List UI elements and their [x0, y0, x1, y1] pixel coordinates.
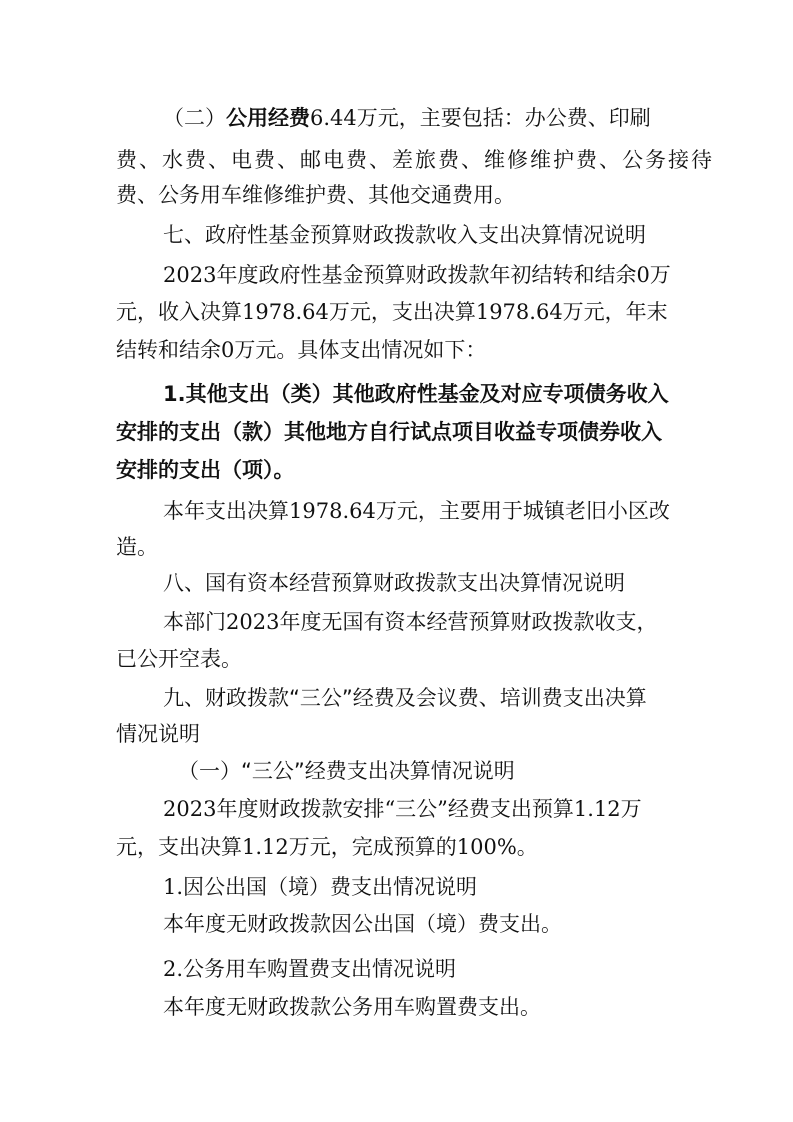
paragraph-line: 2023年度财政拨款安排“三公”经费支出预算1.12万	[163, 797, 642, 821]
section-heading: 八、国有资本经营预算财政拨款支出决算情况说明	[163, 571, 625, 595]
bold-term: 公用经费	[226, 106, 310, 130]
item-heading: 1.因公出国（境）费支出情况说明	[163, 875, 478, 899]
subheading-line: 安排的支出（项）。	[116, 458, 295, 482]
paragraph-line: 费、水费、电费、邮电费、差旅费、维修维护费、公务接待	[116, 148, 714, 172]
section-heading: 情况说明	[116, 722, 200, 746]
paragraph-line: 2023年度政府性基金预算财政拨款年初结转和结余0万	[163, 263, 671, 287]
item-heading: 2.公务用车购置费支出情况说明	[163, 957, 457, 981]
list-marker: （二）	[163, 106, 226, 130]
paragraph-line: 本年度无财政拨款因公出国（境）费支出。	[163, 912, 562, 936]
subsection-heading: （一）“三公”经费支出决算情况说明	[178, 759, 515, 783]
subheading-line: 安排的支出（款）其他地方自行试点项目收益专项债券收入	[116, 420, 662, 444]
paragraph-line: 费、公务用车维修维护费、其他交通费用。	[116, 183, 515, 207]
paragraph-line: 本部门2023年度无国有资本经营预算财政拨款收支，	[163, 610, 658, 634]
paragraph-line: 元，收入决算1978.64万元，支出决算1978.64万元，年末	[116, 300, 668, 324]
section-heading: 七、政府性基金预算财政拨款收入支出决算情况说明	[163, 223, 646, 247]
paragraph-line: 本年度无财政拨款公务用车购置费支出。	[163, 995, 541, 1019]
paragraph-line: 元，支出决算1.12万元，完成预算的100%。	[116, 835, 538, 859]
text-run: 6.44万元，主要包括：办公费、印刷	[310, 106, 651, 130]
paragraph-line	[0, 104, 793, 132]
paragraph-line: 结转和结余0万元。具体支出情况如下：	[116, 338, 487, 362]
paragraph-line: 本年支出决算1978.64万元，主要用于城镇老旧小区改	[163, 499, 670, 523]
paragraph-line: 已公开空表。	[116, 647, 242, 671]
subheading-line: 1.其他支出（类）其他政府性基金及对应专项债务收入	[163, 382, 669, 406]
section-heading: 九、财政拨款“三公”经费及会议费、培训费支出决算	[163, 686, 647, 710]
paragraph-line: 造。	[116, 535, 158, 559]
